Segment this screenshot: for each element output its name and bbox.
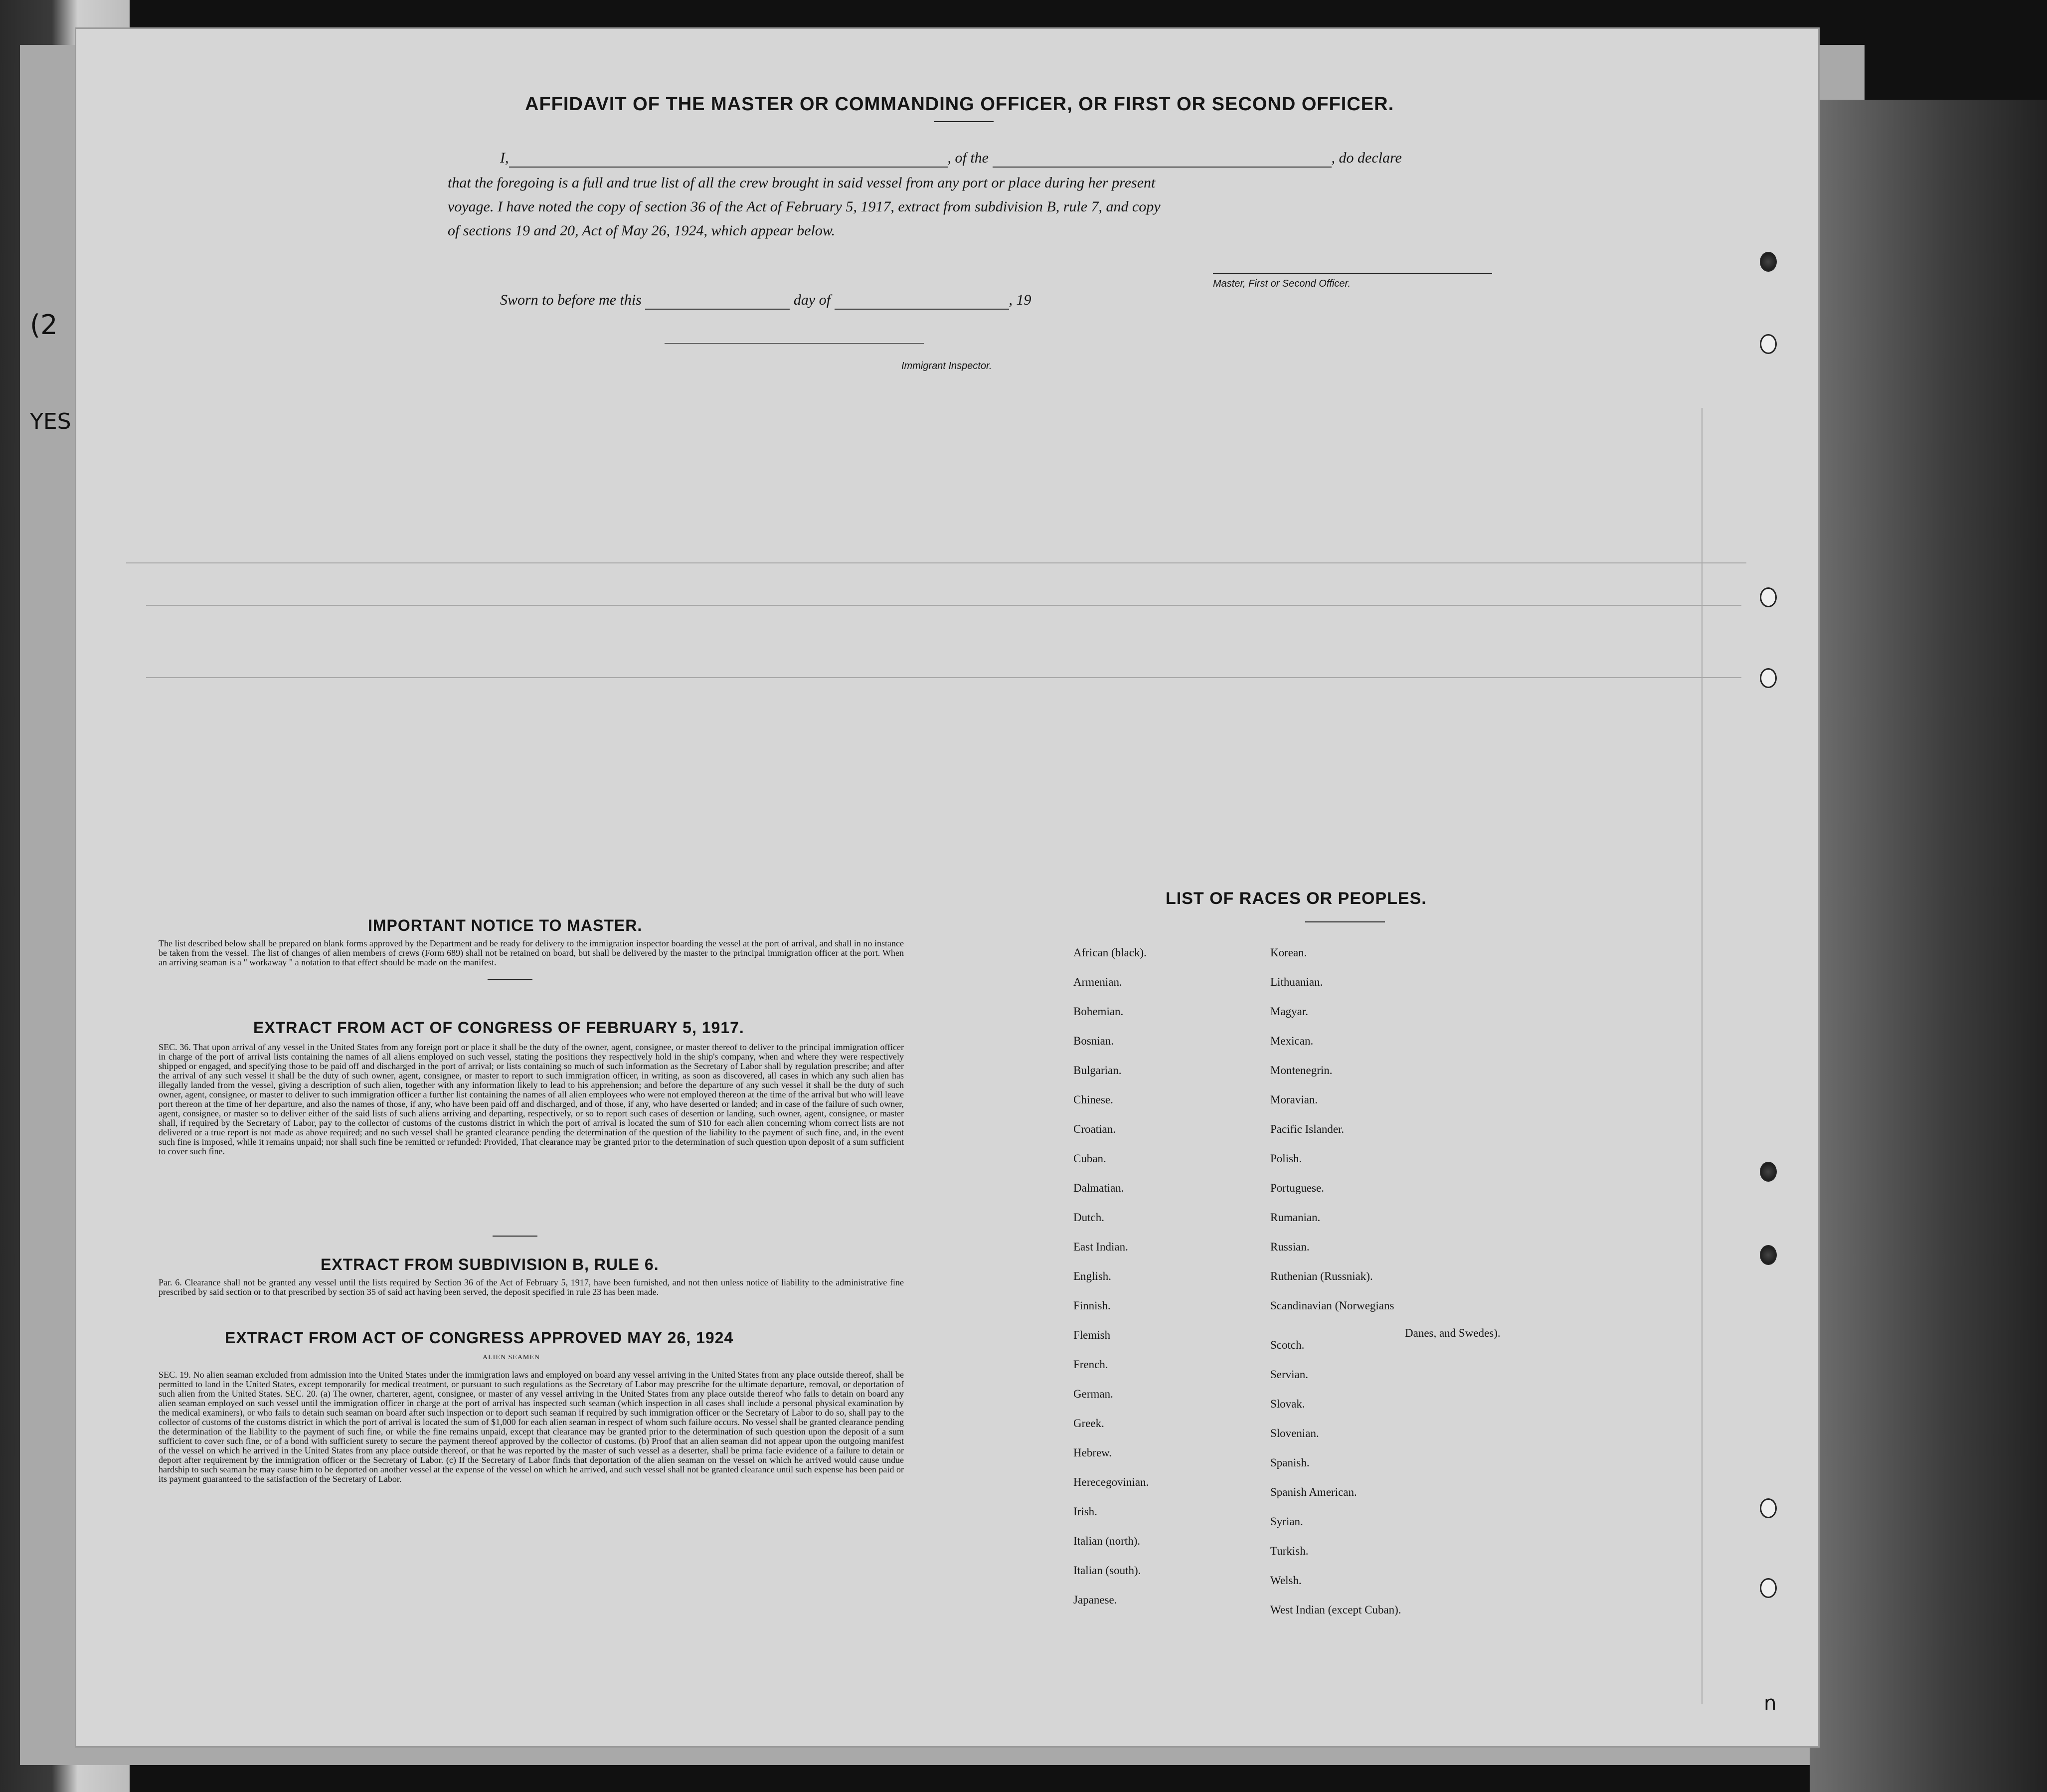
race-item: Montenegrin.: [1270, 1064, 1333, 1076]
notice-text: The list described below shall be prepared on blank forms approved by the Department and be ready for delivery to the immigration inspector boarding the vessel at the port of arrival, and shall in no instance be taken from the vessel. The list of changes of alien members of crews (Form 689) shall not be retained on board, but shall be delivered by the master to the principal immigration officer at the port. When an arriving seaman is a " workaway " a notation to that effect should be made on the manifest.: [159, 938, 904, 967]
ghost-rule: [126, 562, 1746, 563]
ghost-rule: [146, 677, 1741, 678]
race-item: Flemish: [1073, 1329, 1111, 1341]
race-item: Ruthenian (Russniak).: [1270, 1270, 1373, 1282]
affidavit-line-2: that the foregoing is a full and true list of all the crew brought in said vessel from any port or place during her present: [448, 175, 1156, 191]
race-item: German.: [1073, 1388, 1113, 1400]
divider: [934, 121, 994, 122]
race-item: Greek.: [1073, 1417, 1104, 1430]
race-item: Scotch.: [1270, 1339, 1305, 1351]
race-item: Finnish.: [1073, 1299, 1111, 1312]
sworn-label: Sworn to before me this: [500, 292, 642, 308]
divider: [1305, 921, 1385, 922]
extract2-text: Par. 6. Clearance shall not be granted any vessel until the lists required by Section 36 of the Act of February 5, 1917, have been furnished, and not then unless notice of liability to the administrative fine prescribed by said section or to that prescribed by section 35 of said act having been served, the deposit specified in rule 23 has been made.: [159, 1277, 904, 1297]
race-item: Mexican.: [1270, 1035, 1314, 1047]
day-of-label: day of: [793, 292, 831, 308]
affidavit-line-3: voyage. I have noted the copy of section 36 of the Act of February 5, 1917, extract from subdivision B, rule 7, and copy: [448, 198, 1161, 215]
race-item: Korean.: [1270, 946, 1307, 959]
race-item: Lithuanian.: [1270, 976, 1323, 988]
race-item: Irish.: [1073, 1505, 1097, 1518]
inspector-label: Immigrant Inspector.: [901, 360, 992, 371]
race-item: Pacific Islander.: [1270, 1123, 1345, 1135]
vessel-blank: [993, 154, 1332, 168]
race-item: Portuguese.: [1270, 1182, 1324, 1194]
name-blank: [509, 154, 948, 168]
race-item: Croatian.: [1073, 1123, 1116, 1135]
extract1-title: EXTRACT FROM ACT OF CONGRESS OF FEBRUARY 5, 1917.: [253, 1019, 744, 1037]
races-title: LIST OF RACES OR PEOPLES.: [1166, 889, 1427, 908]
race-item: Armenian.: [1073, 976, 1122, 988]
extract1-text: SEC. 36. That upon arrival of any vessel in the United States from any foreign port or place it shall be the duty of the owner, agent, consignee, or master thereof to deliver to the principal immigration officer in charge of the port of arrival lists containing the names of all aliens employed on such vessel, stating the positions they respectively hold in the ship's company, when and where they were respectively shipped or engaged, and specifying those to be paid off and discharged in the port of arrival; or lists containing so much of such information as the Secretary of Labor shall by regulation prescribe; and after the arrival of any such vessel it shall be the duty of such owner, agent, consignee, or master to report to such immigration officer, in writing, as soon as discovered, all cases in which any such alien has illegally landed from the vessel, giving a description of such alien, together with any information likely to lead to his apprehension; and before the departure of any such vessel it shall be the duty of such owner, agent, consignee, or master to deliver to such immigration officer a further list containing the names of all alien employees who were not employed thereon at the time of the arrival but who will leave port thereon at the time of her departure, and also the names of those, if any, who have been paid off and discharged, and of those, if any, who have deserted or landed; and in case of the failure of such owner, agent, consignee, or master so to deliver either of the said lists of such aliens arriving and departing, respectively, or so to report such cases of desertion or landing, such owner, agent, consignee, or master shall, if required by the Secretary of Labor, pay to the collector of customs of the customs district in which the port of arrival is located the sum of $10 for each alien concerning whom correct lists are not delivered or a true report is not made as above required; and no such vessel shall be granted clearance pending the determination of the question of the liability to the payment of such fine, and, in the event such fine is imposed, while it remains unpaid; nor shall such fine be remitted or refunded: Provided, That clearance may be granted prior to the determination of such question upon deposit of a sum sufficient to cover such fine.: [159, 1042, 904, 1156]
divider: [493, 1236, 537, 1237]
sworn-line: [500, 291, 1031, 310]
page-corner-mark: n: [1764, 1692, 1777, 1715]
race-item: Welsh.: [1270, 1574, 1302, 1587]
margin-handwriting-1: (2: [30, 309, 58, 341]
race-item: Cuban.: [1073, 1152, 1106, 1165]
extract3-title: EXTRACT FROM ACT OF CONGRESS APPROVED MAY 26, 1924: [225, 1329, 734, 1347]
race-item: Servian.: [1270, 1368, 1309, 1381]
affidavit-line-1: [500, 149, 1402, 168]
inspector-signature-line: [665, 343, 924, 344]
race-item: Turkish.: [1270, 1545, 1309, 1557]
race-item: Syrian.: [1270, 1515, 1303, 1528]
binding-hole: [1760, 1498, 1777, 1518]
day-blank: [645, 296, 790, 310]
notice-title: IMPORTANT NOTICE TO MASTER.: [368, 916, 643, 934]
ghost-rule: [1702, 408, 1703, 1704]
affidavit-line-4: of sections 19 and 20, Act of May 26, 1924, which appear below.: [448, 222, 836, 239]
race-item: Dutch.: [1073, 1211, 1104, 1224]
scan-right-edge: [1810, 100, 2047, 1792]
binding-hole: [1760, 1162, 1777, 1182]
extract3-subtitle: ALIEN SEAMEN: [483, 1354, 540, 1361]
race-item: Japanese.: [1073, 1594, 1117, 1606]
master-label: Master, First or Second Officer.: [1213, 278, 1351, 289]
race-item: Hebrew.: [1073, 1446, 1112, 1459]
race-item: Polish.: [1270, 1152, 1302, 1165]
race-item: West Indian (except Cuban).: [1270, 1604, 1401, 1616]
form-page: [75, 27, 1820, 1748]
affidavit-of-the: , of the: [947, 150, 989, 166]
race-item: Dalmatian.: [1073, 1182, 1124, 1194]
extract3-text: SEC. 19. No alien seaman excluded from admission into the United States under the immigration laws and employed on board any vessel arriving in the United States from any place outside thereof, shall be permitted to land in the United States, except temporarily for medical treatment, or pursuant to such regulations as the Secretary of Labor may prescribe for the ultimate departure, removal, or deportation of such alien from the United States. SEC. 20. (a) The owner, charterer, agent, consignee, or master of any vessel arriving in the United States from any place outside thereof who fails to detain on board any alien seaman employed on such vessel until the immigration officer in charge at the port of arrival has inspected such seaman (which inspection in all cases shall include a personal physical examination by the medical examiners), or who fails to detain such seaman on board after such inspection or to deport such seaman if required by such immigration officer or the Secretary of Labor to do so, shall pay to the collector of customs of the customs district in which the port of arrival is located the sum of $1,000 for each alien seaman in respect of whom such failure occurs. No vessel shall be granted clearance pending the determination of the liability to the payment of such fine, or while the fine remains unpaid, except that clearance may be granted prior to the determination of such question upon the deposit of a sum sufficient to cover such fine, or of a bond with sufficient surety to secure the payment thereof approved by the collector of customs. (b) Proof that an alien seaman did not appear upon the outgoing manifest of the vessel on which he arrived in the United States from any place outside thereof, or that he was reported by the master of such vessel as a deserter, shall be prima facie evidence of a failure to detain or deport after requirement by the immigration officer or the Secretary of Labor. (c) If the Secretary of Labor finds that deportation of the alien seaman on the vessel on which he arrived would cause undue hardship to such seaman he may cause him to be deported on another vessel at the expense of the vessel on which he arrived, and such vessel shall not be granted clearance until such expense has been paid or its payment guaranteed to the satisfaction of the Secretary of Labor.: [159, 1370, 904, 1484]
race-item: Magyar.: [1270, 1005, 1309, 1018]
margin-handwriting-2: YES: [30, 409, 71, 434]
extract2-title: EXTRACT FROM SUBDIVISION B, RULE 6.: [321, 1255, 659, 1273]
binding-hole: [1760, 668, 1777, 688]
affidavit-do-declare: , do declare: [1331, 150, 1402, 166]
race-item: Spanish.: [1270, 1456, 1310, 1469]
race-item: English.: [1073, 1270, 1112, 1282]
race-item: African (black).: [1073, 946, 1147, 959]
master-signature-line: [1213, 273, 1492, 274]
binding-hole: [1760, 334, 1777, 354]
binding-hole: [1760, 1578, 1777, 1598]
race-item: Bohemian.: [1073, 1005, 1124, 1018]
binding-hole: [1760, 587, 1777, 607]
race-item: Rumanian.: [1270, 1211, 1321, 1224]
race-item: Italian (north).: [1073, 1535, 1141, 1547]
race-item: Slovak.: [1270, 1398, 1305, 1410]
race-item: Russian.: [1270, 1241, 1310, 1253]
divider: [488, 979, 532, 980]
race-item: Slovenian.: [1270, 1427, 1319, 1439]
race-item: East Indian.: [1073, 1241, 1128, 1253]
race-item: French.: [1073, 1358, 1108, 1371]
race-item: Bosnian.: [1073, 1035, 1114, 1047]
month-blank: [835, 296, 1009, 310]
affidavit-i: I,: [500, 150, 509, 166]
affidavit-title: AFFIDAVIT OF THE MASTER OR COMMANDING OFFICER, OR FIRST OR SECOND OFFICER.: [525, 94, 1394, 115]
race-item: Spanish American.: [1270, 1486, 1357, 1498]
race-item: Moravian.: [1270, 1093, 1318, 1106]
binding-hole: [1760, 1245, 1777, 1265]
binding-hole: [1760, 252, 1777, 272]
race-item: Chinese.: [1073, 1093, 1113, 1106]
race-item: Bulgarian.: [1073, 1064, 1122, 1076]
year-label: , 19: [1009, 292, 1031, 308]
race-item-continued: Danes, and Swedes).: [1405, 1327, 1501, 1339]
race-item: Herecegovinian.: [1073, 1476, 1149, 1488]
ghost-rule: [146, 605, 1741, 606]
race-item: Scandinavian (Norwegians: [1270, 1299, 1394, 1312]
race-item: Italian (south).: [1073, 1564, 1141, 1577]
